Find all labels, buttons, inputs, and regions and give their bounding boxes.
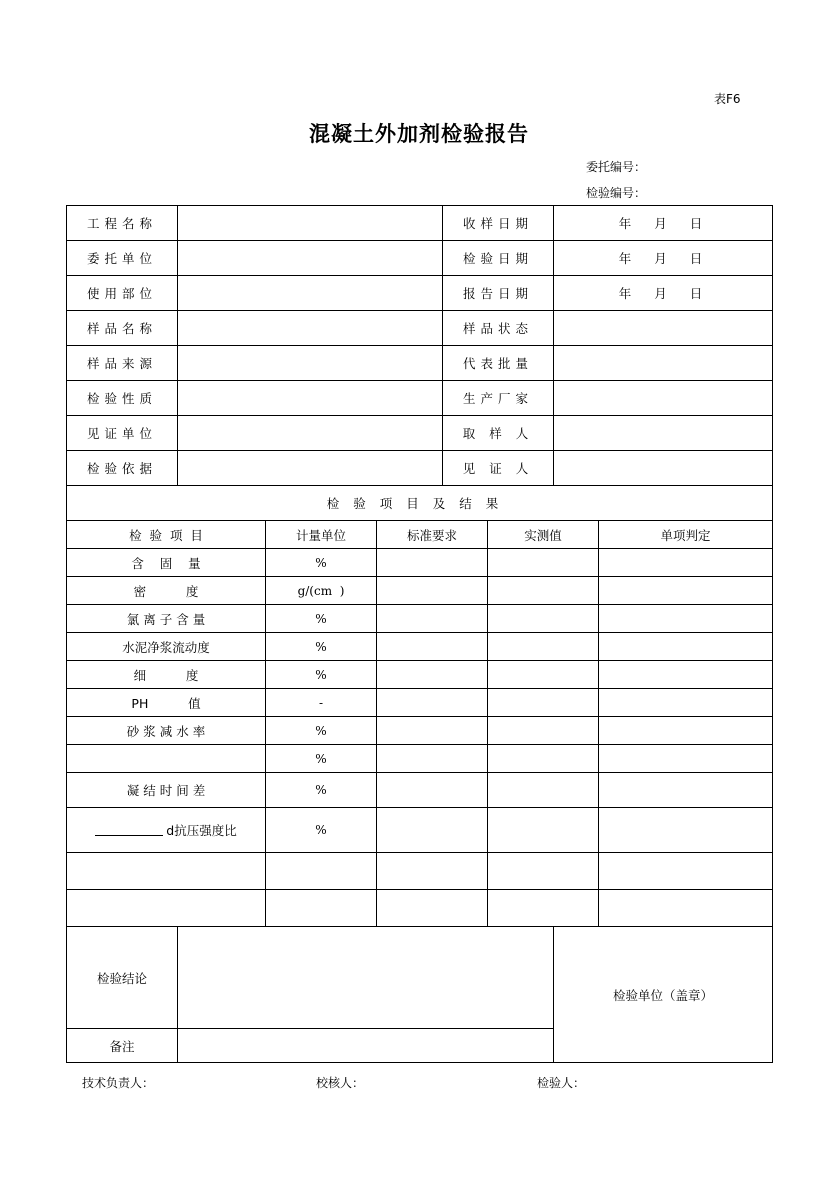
strength-ratio-label: d抗压强度比 [166,823,237,838]
header-item-judgment: 单项判定 [660,527,711,543]
reviewer-label: 校核人： [316,1076,365,1090]
table-row-unit: % [315,823,327,837]
form-code: 表F6 [714,92,741,106]
table-row-unit: g/(cm ) [297,583,345,598]
table-row-item: 氯 离 子 含 量 [126,611,206,627]
value-report-date: 年 月 日 [618,286,708,301]
label-witness: 见 证 人 [462,461,534,476]
table-row-unit: - [318,695,324,710]
table-row-unit: % [315,639,327,654]
label-batch-size: 代表批量 [462,356,533,371]
label-sampler: 取 样 人 [462,426,534,441]
label-inspection-date: 检验日期 [462,251,533,266]
table-row-item [67,808,265,852]
table-row-item: 凝 结 时 间 差 [126,783,206,798]
label-usage-location: 使用部位 [86,286,157,301]
label-witness-unit: 见证单位 [86,426,157,441]
page-title: 混凝土外加剂检验报告 [309,122,529,146]
table-row-unit: % [315,751,327,766]
table-row-item: 细 度 [133,667,199,683]
label-sample-source: 样品来源 [86,356,157,371]
header-measured-value: 实测值 [524,527,562,543]
label-manufacturer: 生产厂家 [462,391,533,406]
tech-lead-label: 技术负责人： [82,1076,155,1090]
table-row-unit: % [315,723,327,738]
label-sample-state: 样品状态 [462,321,533,336]
table-row-unit: % [315,783,327,797]
table-row-item: PH 值 [131,695,201,711]
header-unit: 计量单位 [295,527,346,543]
label-inspection-basis: 检验依据 [86,461,157,476]
label-sample-name: 样品名称 [86,321,157,336]
label-report-date: 报告日期 [462,286,533,301]
label-client-unit: 委托单位 [86,251,157,266]
stamp-label: 检验单位（盖章） [612,988,713,1003]
table-row-item: 砂 浆 减 水 率 [126,723,206,739]
label-inspection-nature: 检验性质 [86,391,157,406]
fill-in-blank[interactable] [95,825,163,836]
table-row-unit: % [315,667,327,682]
table-row-item [67,745,265,772]
label-project-name: 工程名称 [86,216,157,231]
results-section-title: 检验项目及结果 [326,496,513,511]
table-row-item: 水泥净浆流动度 [122,639,210,655]
remark-label: 备注 [109,1039,135,1054]
inspection-number-label: 检验编号： [586,186,647,200]
table-row-unit: % [315,611,327,626]
value-sample-received-date: 年 月 日 [618,216,708,231]
conclusion-label: 检验结论 [96,970,147,986]
value-inspection-date: 年 月 日 [618,251,708,266]
table-row-unit: % [315,555,327,570]
inspector-label: 检验人： [537,1076,586,1090]
report-table [66,205,773,1063]
table-row-item: 密 度 [133,583,199,599]
header-inspection-item: 检 验 项 目 [129,527,203,543]
commission-number-label: 委托编号： [586,160,647,174]
table-row-item: 含 固 量 [131,555,201,571]
label-sample-received-date: 收样日期 [462,216,533,231]
header-standard-requirement: 标准要求 [406,527,457,543]
